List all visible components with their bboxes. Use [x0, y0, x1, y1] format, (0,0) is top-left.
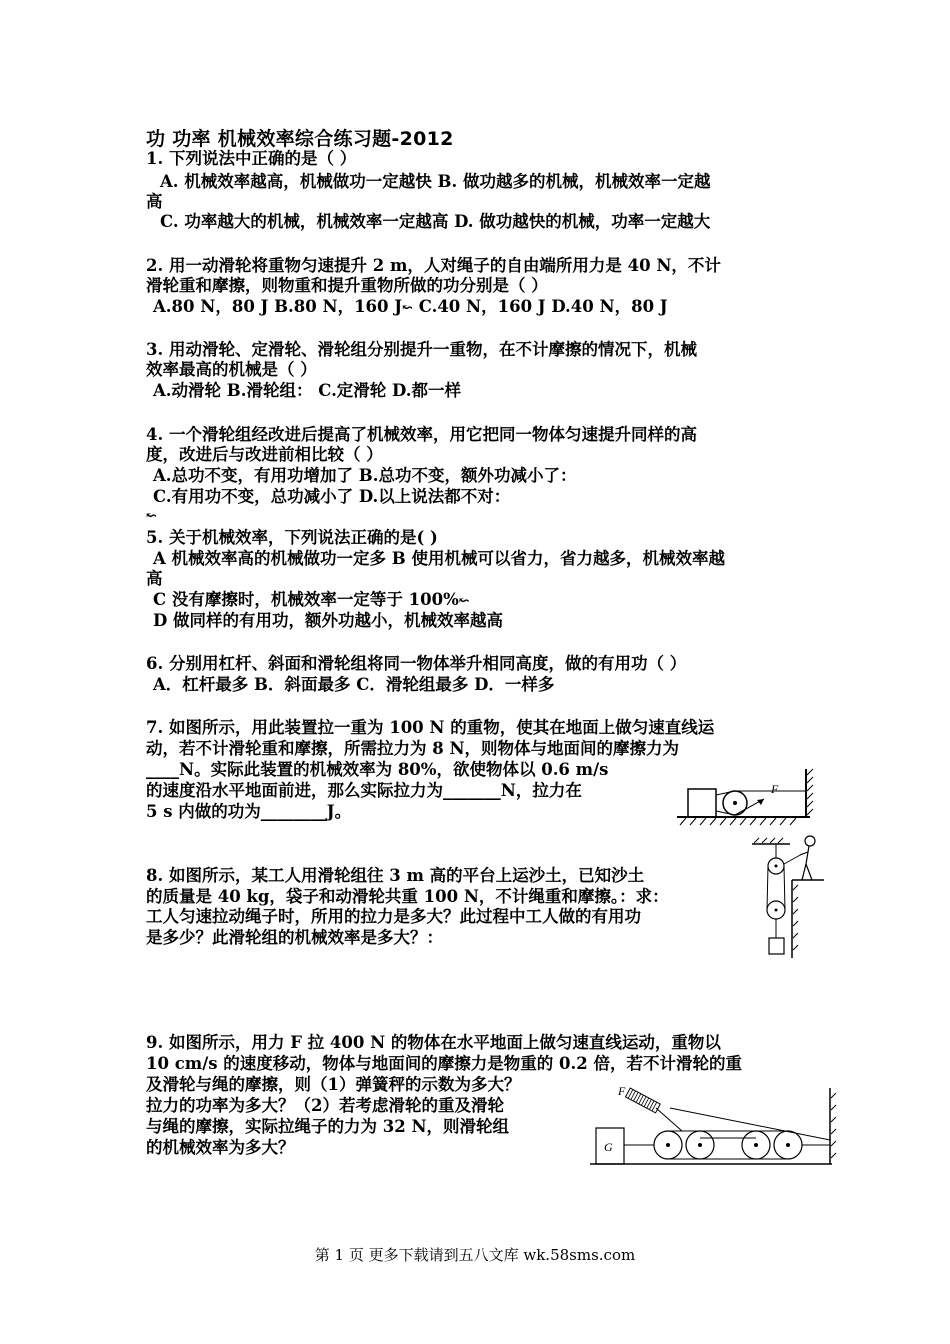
q8-pulley-figure	[748, 830, 828, 965]
q3-stem-1: 3. 用动滑轮、定滑轮、滑轮组分别提升一重物，在不计摩擦的情况下，机械	[146, 340, 697, 359]
rope-top	[716, 791, 735, 795]
q9-line-2: 10 cm/s 的速度移动，物体与地面间的摩擦力是物重的 0.2 倍，若不计滑轮的重	[146, 1054, 742, 1073]
q9-line-1: 9. 如图所示，用力 F 拉 400 N 的物体在水平地面上做匀速直线运动，重物以	[146, 1033, 721, 1052]
q6-stem: 6. 分别用杠杆、斜面和滑轮组将同一物体举升相同高度，做的有用功（ ）	[146, 654, 687, 673]
worker-leg-right	[806, 864, 812, 880]
q8-line-1: 8. 如图所示，某工人用滑轮组往 3 m 高的平台上运沙土，已知沙土	[146, 866, 645, 885]
spring-scale-body	[626, 1088, 661, 1113]
rope-bottom	[716, 811, 735, 815]
wall-hatching	[831, 1093, 836, 1158]
q3-options: A.动滑轮 B.滑轮组： C.定滑轮 D.都一样	[153, 381, 462, 400]
worker-arm	[800, 852, 808, 855]
page-footer: 第 1 页 更多下载请到五八文库 wk.58sms.com	[314, 1246, 636, 1264]
sand-bag	[769, 938, 784, 954]
q1-stem: 1. 下列说法中正确的是（ ）	[146, 149, 357, 168]
q7-line-2: 动，若不计滑轮重和摩擦，所需拉力为 8 N，则物体与地面间的摩擦力为	[146, 739, 680, 758]
q9-pulley-figure	[590, 1080, 840, 1175]
rope-to-scale	[656, 1108, 682, 1131]
rope-right	[784, 866, 785, 910]
page-title: 功 功率 机械效率综合练习题-2012	[146, 128, 454, 150]
pulley-1-axle	[666, 1143, 670, 1147]
q8-line-2: 的质量是 40 kg，袋子和动滑轮共重 100 N，不计绳重和摩擦。：求：	[146, 887, 669, 906]
q6-options: A．杠杆最多 B．斜面最多 C．滑轮组最多 D．一样多	[153, 675, 555, 694]
q7-line-3: ____N。实际此装置的机械效率为 80%，欲使物体以 0.6 m/s	[146, 760, 609, 779]
q8-line-4: 是多少？此滑轮组的机械效率是多大？：	[146, 928, 443, 947]
spring-scale	[626, 1088, 661, 1113]
q2-options	[153, 297, 668, 319]
q9-line-3: 及滑轮与绳的摩擦，则（1）弹簧秤的示数为多大？	[146, 1075, 521, 1094]
force-label: F	[618, 1084, 626, 1098]
squiggle-icon: ↜	[402, 301, 413, 316]
q5-option-c	[153, 590, 470, 612]
q7-line-4: 的速度沿水平地面前进，那么实际拉力为_______N，拉力在	[146, 781, 582, 800]
worker-body	[806, 846, 809, 864]
q4-options-cd: C.有用功不变，总功减小了 D.以上说法都不对：	[153, 487, 511, 506]
q9-line-6: 的机械效率为多大？	[146, 1138, 295, 1157]
q8-line-3: 工人匀速拉动绳子时，所用的拉力是多大？此过程中工人做的有用功	[146, 907, 641, 926]
worker-leg-left	[802, 864, 806, 880]
q7-pulley-figure	[672, 765, 817, 830]
q5-option-d: D 做同样的有用功，额外功越小，机械效率越高	[153, 611, 504, 630]
ceiling-hatching	[754, 838, 783, 843]
q9-line-4: 拉力的功率为多大？（2）若考虑滑轮的重及滑轮	[146, 1096, 504, 1115]
block	[688, 789, 716, 817]
force-label: F	[771, 782, 779, 796]
pulley-axle	[733, 801, 737, 805]
q2-options-cd: C.40 N，160 J D.40 N，80 J	[412, 297, 668, 316]
squiggle-icon: ↜	[146, 509, 157, 524]
q5-option-c-text: C 没有摩擦时，机械效率一定等于 100%	[153, 590, 459, 609]
q4-stem-2: 度，改进后与改进前相比较（ ）	[146, 445, 383, 464]
movable-pulley-axle	[775, 909, 778, 912]
q2-stem-2: 滑轮重和摩擦，则物重和提升重物所做的功分别是（ ）	[146, 276, 548, 295]
q9-line-5: 与绳的摩擦，实际拉绳子的力为 32 N，则滑轮组	[146, 1117, 510, 1136]
q4-options-ab: A.总功不变，有用功增加了 B.总功不变，额外功减小了：	[153, 466, 577, 485]
fixed-pulley-axle	[775, 865, 778, 868]
q1-options-ab-cont: 高	[146, 192, 163, 211]
ground-hatching	[680, 818, 796, 825]
pulley-4-axle	[786, 1143, 790, 1147]
worker-head	[805, 836, 815, 846]
q7-line-1: 7. 如图所示，用此装置拉一重为 100 N 的重物，使其在地面上做匀速直线运	[146, 718, 715, 737]
squiggle-icon: ↜	[458, 594, 470, 609]
q5-stem: 5. 关于机械效率，下列说法正确的是( )	[146, 528, 438, 547]
rope-to-worker	[784, 854, 802, 864]
q2-stem-1: 2. 用一动滑轮将重物匀速提升 2 m，人对绳子的自由端所用力是 40 N，不计	[146, 256, 721, 275]
q3-stem-2: 效率最高的机械是（ ）	[146, 360, 317, 379]
q4-stem-1: 4. 一个滑轮组经改进后提高了机械效率，用它把同一物体匀速提升同样的高	[146, 425, 697, 444]
q5-option-a: A 机械效率高的机械做功一定多 B 使用机械可以省力，省力越多，机械效率越	[153, 549, 725, 568]
rope-left	[767, 866, 768, 910]
rope-slant	[670, 1108, 830, 1140]
platform-hatching	[793, 885, 798, 950]
q1-options-cd: C. 功率越大的机械，机械效率一定越高 D. 做功越快的机械，功率一定越大	[160, 212, 711, 231]
pulley-2-axle	[698, 1143, 702, 1147]
q7-line-5: 5 s 内做的功为________J。	[146, 802, 352, 821]
q1-options-ab: A. 机械效率越高，机械做功一定越快 B. 做功越多的机械，机械效率一定越	[160, 172, 711, 191]
wall-hatching	[807, 769, 813, 815]
q5-option-a-cont: 高	[146, 569, 163, 588]
weight-label: G	[604, 1140, 613, 1154]
pulley-3-axle	[754, 1143, 758, 1147]
q2-options-ab: A.80 N，80 J B.80 N，160 J	[153, 297, 403, 316]
